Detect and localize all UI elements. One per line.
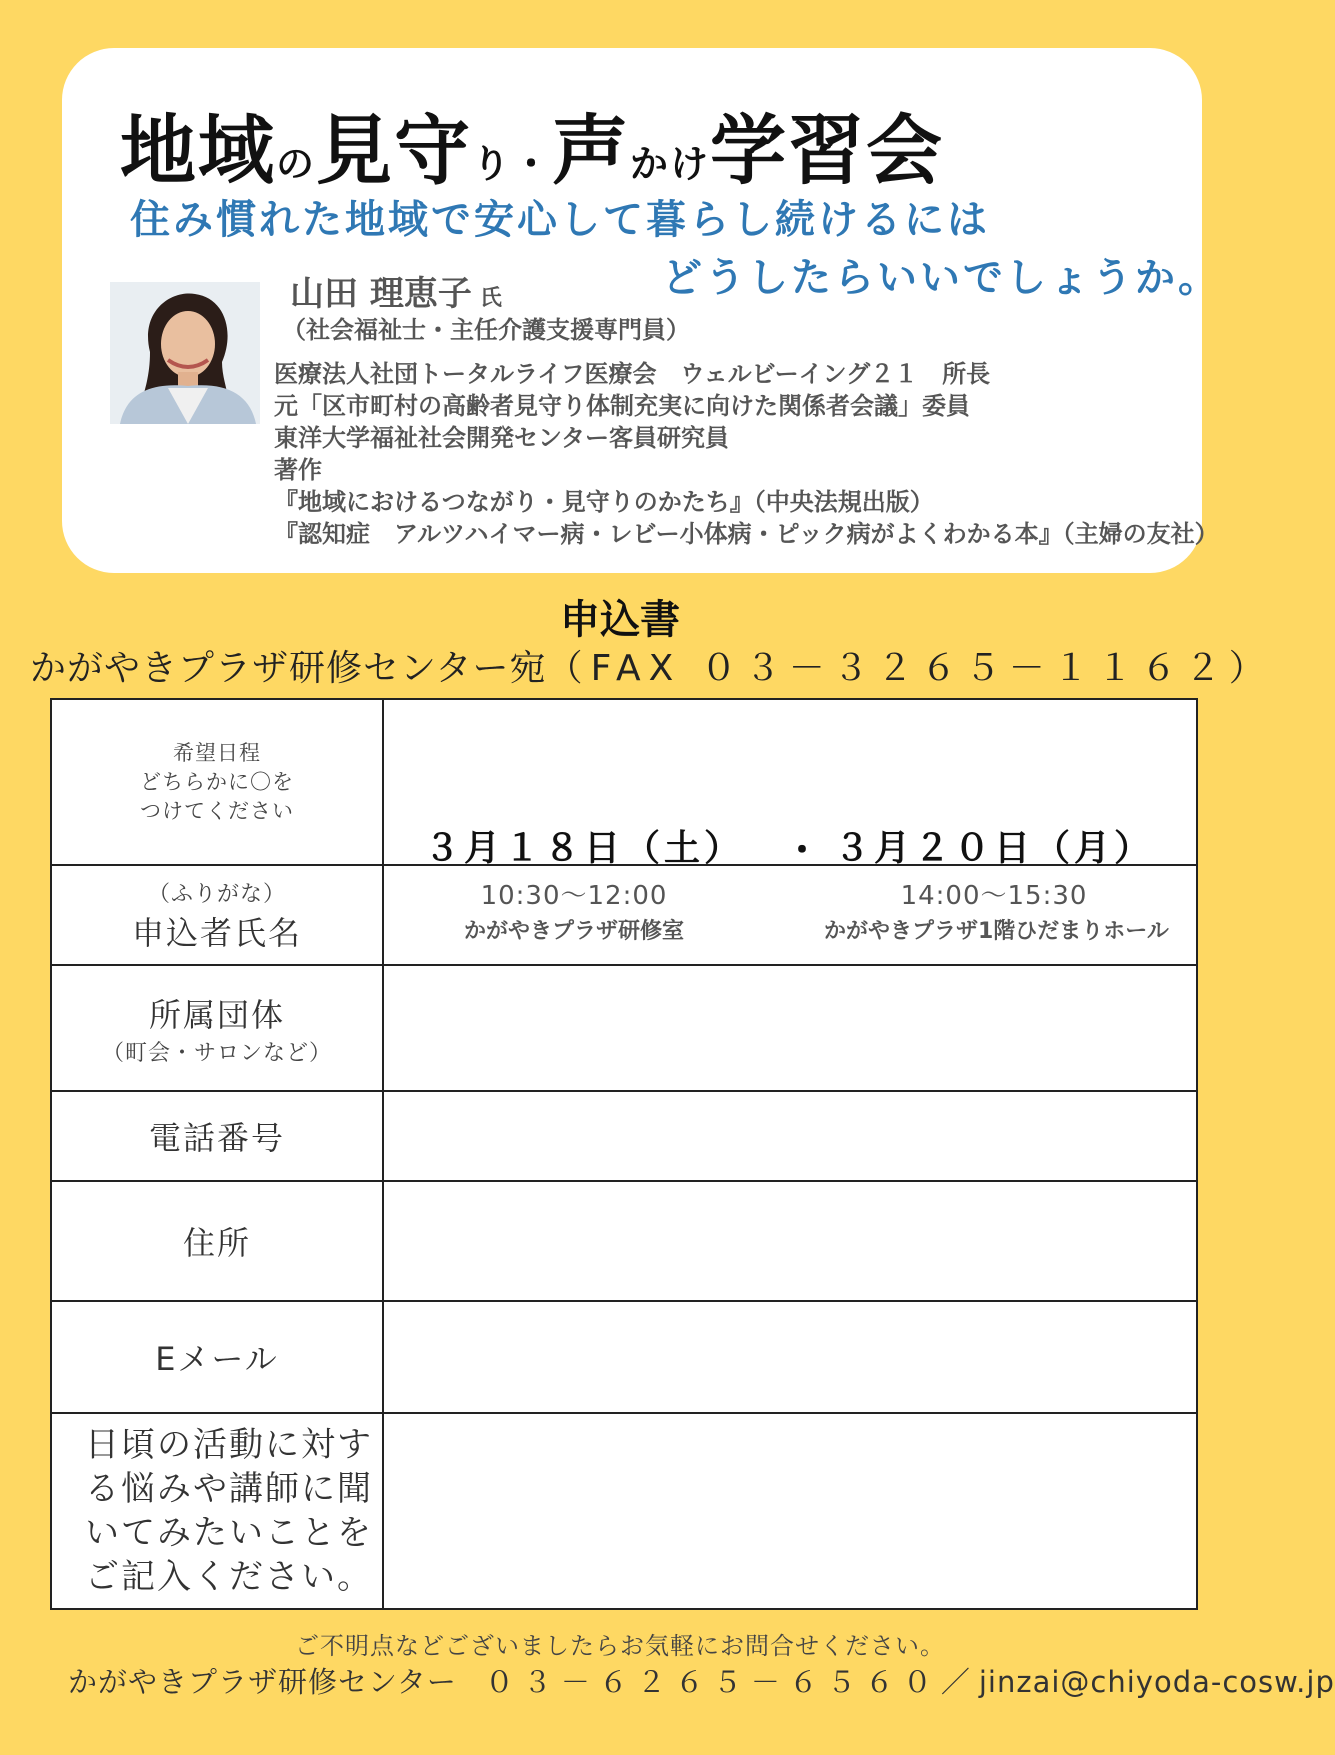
subtitle-line-1: 住み慣れた地域で安心して暮らし続けるには bbox=[130, 197, 990, 243]
form-row-address bbox=[51, 1181, 1197, 1301]
bio-line: 医療法人社団トータルライフ医療会 ウェルビーイング２１ 所長 bbox=[274, 360, 991, 388]
organization-label: 所属団体 （町会・サロンなど） bbox=[51, 965, 383, 1091]
date-option-2[interactable]: ３月２０日（月） 14:00～15:30 かがやきプラザ1階ひだまりホール bbox=[824, 828, 1169, 944]
header-card bbox=[62, 48, 1221, 573]
footer-note: ご不明点などございましたらお気軽にお問合せください。 bbox=[295, 1632, 945, 1660]
form-recipient: かがやきプラザ研修センター宛（FAX ０３－３２６５－１１６２） bbox=[30, 648, 1273, 689]
form-row-comments bbox=[51, 1413, 1197, 1609]
fax-number: （FAX ０３－３２６５－１１６２） bbox=[546, 648, 1273, 689]
form-row-phone bbox=[51, 1091, 1197, 1181]
application-form bbox=[50, 698, 1198, 1610]
speaker-name: 山田 理恵子 氏 bbox=[290, 274, 502, 314]
comments-field[interactable] bbox=[383, 1413, 1197, 1609]
bio-line: 『地域におけるつながり・見守りのかたち』（中央法規出版） bbox=[274, 488, 934, 516]
form-row-email bbox=[51, 1301, 1197, 1413]
email-field[interactable] bbox=[383, 1301, 1197, 1413]
form-heading: 申込書 bbox=[560, 597, 680, 643]
form-row-organization bbox=[51, 965, 1197, 1091]
contact-email[interactable]: jinzai@chiyoda-cosw.jp bbox=[978, 1665, 1335, 1699]
form-row-schedule bbox=[51, 699, 1197, 865]
contact-phone: ０３－６２６５－６５６０／ bbox=[484, 1665, 979, 1699]
address-field[interactable] bbox=[383, 1181, 1197, 1301]
bio-line: 『認知症 アルツハイマー病・レビー小体病・ピック病がよくわかる本』（主婦の友社） bbox=[274, 520, 1219, 548]
bio-line: 著作 bbox=[274, 456, 322, 484]
subtitle-line-2: どうしたらいいでしょうか。 bbox=[662, 255, 1221, 301]
phone-label: 電話番号 bbox=[51, 1091, 383, 1181]
phone-field[interactable] bbox=[383, 1091, 1197, 1181]
organization-field[interactable] bbox=[383, 965, 1197, 1091]
comments-label: 日頃の活動に対す る悩みや講師に聞 いてみたいことを ご記入ください。 bbox=[51, 1413, 383, 1609]
bio-line: 元「区市町村の高齢者見守り体制充実に向けた関係者会議」委員 bbox=[274, 392, 970, 420]
footer-contact: かがやきプラザ研修センター ０３－６２６５－６５６０／jinzai@chiyoda-cosw.jp bbox=[68, 1665, 1335, 1699]
event-title: 地域の見守り・声かけ学習会 bbox=[120, 106, 945, 195]
schedule-choice-field[interactable] bbox=[383, 699, 1197, 944]
address-label: 住所 bbox=[51, 1181, 383, 1301]
speaker-photo bbox=[110, 282, 260, 424]
speaker-qualifications: （社会福祉士・主任介護支援専門員） bbox=[282, 316, 690, 344]
name-label: （ふりがな） 申込者氏名 bbox=[51, 865, 383, 965]
speaker-bio bbox=[274, 358, 1219, 550]
bio-line: 東洋大学福祉社会開発センター客員研究員 bbox=[274, 424, 730, 452]
email-label: Eメール bbox=[51, 1301, 383, 1413]
date-option-1[interactable]: ３月１８日（土） 10:30～12:00 かがやきプラザ研修室 bbox=[424, 828, 745, 944]
schedule-label: 希望日程 どちらかに〇を つけてください bbox=[51, 699, 383, 865]
speaker-honorific: 氏 bbox=[479, 286, 502, 311]
date-separator: ・ bbox=[784, 830, 821, 871]
